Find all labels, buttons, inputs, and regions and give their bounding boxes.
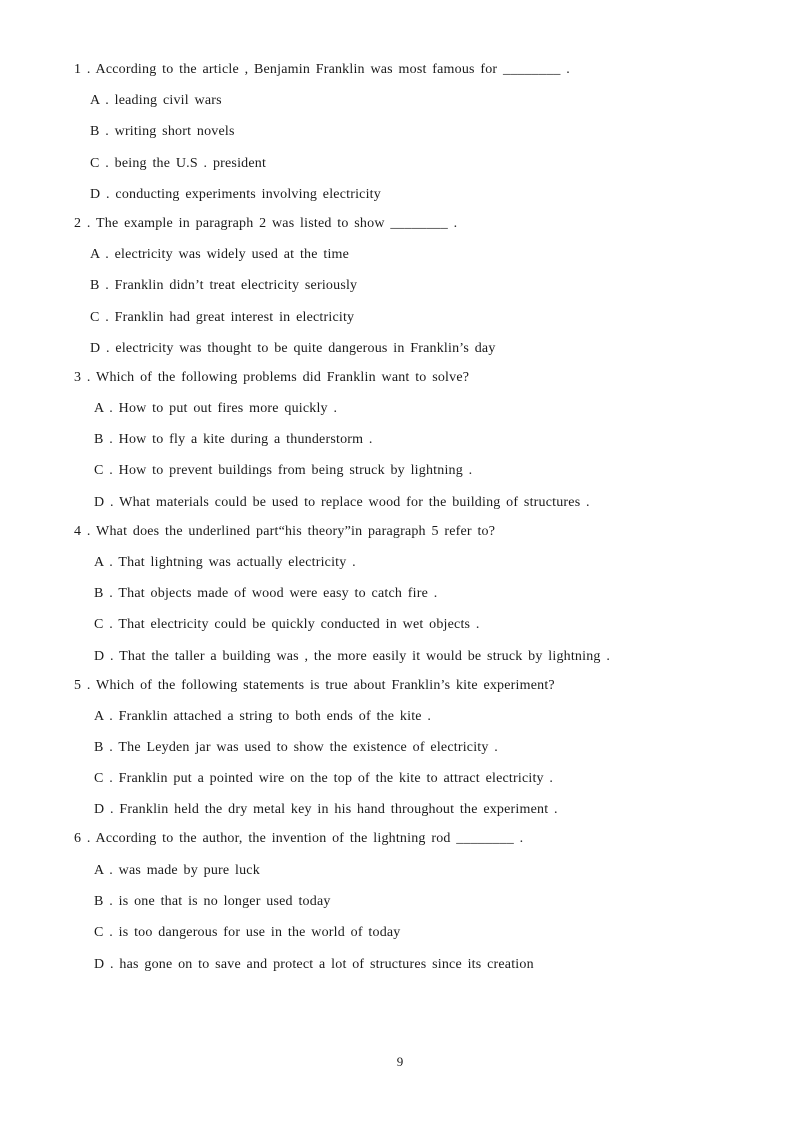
question-3-option-d: D . What materials could be used to replace wood for the building of structures . [94,495,590,510]
question-2-stem: 2 . The example in paragraph 2 was listed to show ________ . [74,216,458,231]
question-5-option-c: C . Franklin put a pointed wire on the top of the kite to attract electricity . [94,771,554,786]
question-3-option-b: B . How to fly a kite during a thunderstorm . [94,432,373,447]
question-4-option-b: B . That objects made of wood were easy to catch fire . [94,586,438,601]
question-2-option-a: A . electricity was widely used at the time [90,247,350,262]
question-5-option-b: B . The Leyden jar was used to show the existence of electricity . [94,740,498,755]
question-3-option-c: C . How to prevent buildings from being struck by lightning . [94,463,473,478]
question-2-option-b: B . Franklin didn’t treat electricity seriously [90,278,358,293]
question-4-option-c: C . That electricity could be quickly conducted in wet objects . [94,617,480,632]
question-6-option-a: A . was made by pure luck [94,863,260,878]
question-1-option-b: B . writing short novels [90,124,235,139]
question-3-option-a: A . How to put out fires more quickly . [94,401,338,416]
question-1-option-c: C . being the U.S . president [90,156,267,171]
question-6-option-d: D . has gone on to save and protect a lot of structures since its creation [94,957,534,972]
question-5-stem: 5 . Which of the following statements is true about Franklin’s kite experiment? [74,678,555,693]
question-6-stem: 6 . According to the author, the invention of the lightning rod ________ . [74,831,524,846]
question-2-option-c: C . Franklin had great interest in electricity [90,310,355,325]
question-1-option-a: A . leading civil wars [90,93,222,108]
question-4-option-d: D . That the taller a building was , the more easily it would be struck by lightning . [94,649,611,664]
question-6-option-b: B . is one that is no longer used today [94,894,331,909]
question-4-option-a: A . That lightning was actually electricity . [94,555,356,570]
question-6-option-c: C . is too dangerous for use in the world of today [94,925,401,940]
question-4-stem: 4 . What does the underlined part“his theory”in paragraph 5 refer to? [74,524,496,539]
question-3-stem: 3 . Which of the following problems did Franklin want to solve? [74,370,470,385]
question-5-option-d: D . Franklin held the dry metal key in his hand throughout the experiment . [94,802,558,817]
question-1-option-d: D . conducting experiments involving electricity [90,187,381,202]
question-5-option-a: A . Franklin attached a string to both ends of the kite . [94,709,432,724]
question-2-option-d: D . electricity was thought to be quite dangerous in Franklin’s day [90,341,496,356]
page-number: 9 [396,1054,404,1069]
question-1-stem: 1 . According to the article , Benjamin Franklin was most famous for ________ . [74,62,570,77]
